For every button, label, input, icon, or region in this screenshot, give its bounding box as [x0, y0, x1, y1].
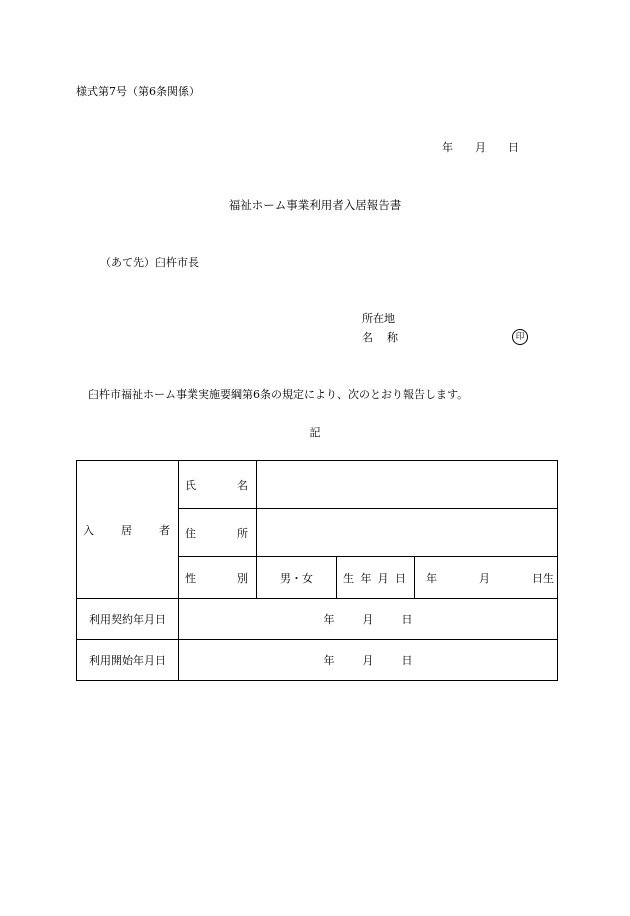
birth-label-char: 年 [360, 571, 372, 585]
birth-label-char: 月 [377, 571, 389, 585]
address-label-char: 所 [237, 526, 248, 540]
start-month: 月 [362, 654, 374, 667]
applicant-address-label: 所在地 [362, 312, 395, 325]
applicant-name-label [362, 332, 398, 343]
contract-label-cell [77, 599, 179, 640]
addressee: （あて先）臼杵市長 [100, 256, 199, 269]
report-table [76, 460, 558, 681]
birth-year: 年 [426, 571, 437, 585]
start-date-label: 利用開始年月日 [89, 654, 166, 667]
name-label-char: 氏 [185, 478, 196, 492]
table-row-start [77, 640, 558, 681]
sex-label-char: 別 [237, 571, 248, 585]
name-label-char: 名 [237, 478, 248, 492]
birth-label-char: 日 [394, 571, 406, 585]
sex-label-cell [179, 557, 257, 599]
date-day: 日 [508, 141, 519, 154]
start-label-cell [77, 640, 179, 681]
date-month: 月 [475, 141, 486, 154]
document-title: 福祉ホーム事業利用者入居報告書 [228, 198, 402, 212]
resident-char: 居 [121, 523, 132, 537]
resident-char: 入 [83, 523, 94, 537]
seal-mark: 印 [512, 329, 528, 345]
address-field[interactable] [257, 509, 558, 557]
submission-date [442, 142, 519, 153]
sex-field[interactable] [257, 557, 337, 599]
address-label-cell [179, 509, 257, 557]
address-label-char: 住 [185, 526, 196, 540]
birth-day: 日生 [532, 571, 554, 585]
contract-date-field[interactable] [179, 599, 558, 640]
body-text: 臼杵市福祉ホーム事業実施要綱第6条の規定により、次のとおり報告します。 [88, 388, 469, 401]
start-year: 年 [323, 654, 335, 667]
birth-label-cell [337, 557, 415, 599]
applicant-name-char-1: 名 [362, 331, 373, 344]
start-date-field[interactable] [179, 640, 558, 681]
ki-heading: 記 [309, 426, 321, 439]
table-row-contract [77, 599, 558, 640]
name-label-cell [179, 461, 257, 509]
sex-label-char: 性 [185, 571, 196, 585]
contract-day: 日 [401, 613, 413, 626]
sex-options: 男・女 [280, 571, 313, 585]
contract-date-label: 利用契約年月日 [89, 613, 166, 626]
contract-month: 月 [362, 613, 374, 626]
resident-label-cell [77, 461, 179, 599]
name-field[interactable] [257, 461, 558, 509]
resident-char: 者 [159, 523, 170, 537]
birth-label-char: 生 [343, 571, 354, 585]
table-row-name [77, 461, 558, 509]
form-number: 様式第7号（第6条関係） [76, 85, 200, 98]
applicant-name-char-2: 称 [387, 331, 398, 344]
start-day: 日 [401, 654, 413, 667]
date-year: 年 [442, 141, 453, 154]
contract-year: 年 [323, 613, 335, 626]
birth-month: 月 [479, 571, 490, 585]
birth-field[interactable] [415, 557, 558, 599]
